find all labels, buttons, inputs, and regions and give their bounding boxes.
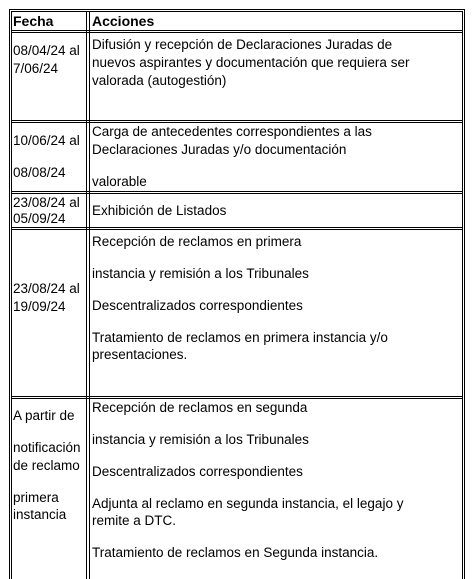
- fecha-line: 05/09/24: [13, 211, 66, 226]
- accion-line: Exhibición de Listados: [92, 203, 227, 218]
- accion-line: remite a DTC.: [92, 513, 177, 528]
- row-separator: [11, 229, 463, 230]
- row-separator: [11, 398, 463, 399]
- row-separator: [11, 120, 463, 121]
- fecha-line: de reclamo: [13, 458, 80, 473]
- accion-line: valorable: [92, 174, 147, 189]
- accion-line: Descentralizados correspondientes: [92, 298, 303, 313]
- fecha-line: 08/04/24 al: [13, 43, 80, 58]
- fecha-line: notificación: [13, 440, 81, 455]
- fecha-line: 23/08/24 al: [13, 195, 80, 210]
- table-border: [9, 9, 465, 10]
- accion-line: instancia y remisión a los Tribunales: [92, 266, 309, 281]
- row-separator: [11, 30, 463, 31]
- header-fecha: Fecha: [13, 13, 54, 29]
- accion-line: Adjunta al reclamo en segunda instancia, el legajo y: [92, 496, 404, 511]
- accion-line: Recepción de reclamos en primera: [92, 234, 302, 249]
- accion-line: Tratamiento de reclamos en primera instancia y/o: [92, 330, 388, 345]
- row-separator: [11, 396, 463, 397]
- fecha-line: primera: [13, 490, 59, 505]
- row-separator: [11, 32, 463, 33]
- accion-line: Recepción de reclamos en segunda: [92, 400, 308, 415]
- fecha-line: 10/06/24 al: [13, 133, 80, 148]
- accion-line: Declaraciones Juradas y/o documentación: [92, 142, 347, 157]
- fecha-line: 19/09/24: [13, 299, 66, 314]
- table-border: [464, 9, 465, 579]
- header-acciones: Acciones: [92, 13, 155, 29]
- accion-line: Difusión y recepción de Declaraciones Juradas de: [92, 37, 393, 52]
- accion-line: presentaciones.: [92, 347, 188, 362]
- fecha-line: 7/06/24: [13, 61, 59, 76]
- row-separator: [11, 193, 463, 194]
- table-border: [9, 9, 10, 579]
- fecha-line: A partir de: [13, 408, 75, 423]
- fecha-line: 23/08/24 al: [13, 281, 80, 296]
- fecha-line: instancia: [13, 507, 67, 522]
- row-separator: [11, 122, 463, 123]
- column-separator: [86, 11, 87, 579]
- accion-line: Tratamiento de reclamos en Segunda instancia.: [92, 545, 379, 560]
- table-border: [11, 11, 463, 12]
- schedule-table: [9, 9, 465, 579]
- accion-line: Descentralizados correspondientes: [92, 464, 303, 479]
- fecha-line: 08/08/24: [13, 165, 66, 180]
- table-border: [462, 11, 463, 579]
- accion-line: Carga de antecedentes correspondientes a las: [92, 124, 372, 139]
- row-separator: [11, 227, 463, 228]
- row-separator: [11, 191, 463, 192]
- column-separator: [89, 11, 90, 579]
- accion-line: valorada (autogestión): [92, 73, 227, 88]
- accion-line: nuevos aspirantes y documentación que requiera ser: [92, 55, 410, 70]
- accion-line: instancia y remisión a los Tribunales: [92, 432, 309, 447]
- table-border: [11, 11, 12, 579]
